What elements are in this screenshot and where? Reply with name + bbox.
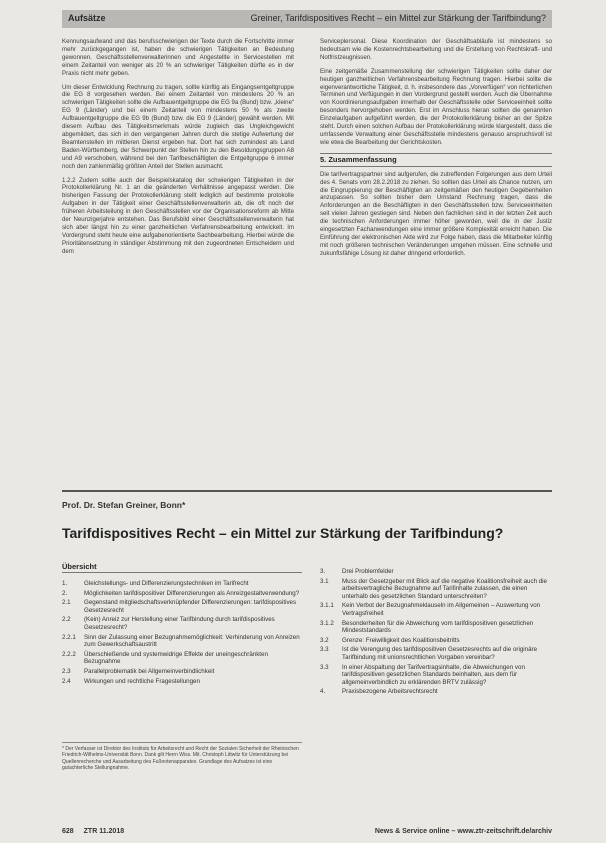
toc-text: Parallelproblematik bei Allgemeinverbindlichkeit: [84, 667, 215, 675]
toc-item: [320, 620, 552, 635]
toc-text: Ist die Verengung des tarifdispositiven Gesetzesrechts auf die originäre Tarifbindung mit unionsrechtlichen Vorgaben vereinbar?: [342, 646, 538, 661]
paragraph: Eine zeitgemäße Zusammenstellung der schwierigen Tätigkeiten sollte daher der heutigen ganzheitlichen Verfahrensbearbeitung Rechnung tragen. Hierbei sollte die eigenverantwortliche Tätigkeit, d. h. insbesondere das „Vorverfügen“ von richterlichen Terminen und Verfügungen in den Vordergrund gestellt werden. Auch die Übernahme von Koordinierungsaufgaben innerhalb der Geschäftsstelle oder Serviceeinheit sollte besonders hervorgehoben werden. Erst im Anschluss hieran sollten die genannten Einzelaufgaben aufgeführt werden, die der Protokollerklärung bisher an der Spitze steht. Durch einen solchen Aufbau der Protokollerklärung würde klargestellt, dass die umfassende Verwaltung einer Geschäftsstelle mindestens genauso anspruchsvoll ist wie etwa die Bearbeitung der Gerichtskosten.: [320, 67, 552, 146]
toc-number: 4.: [320, 688, 326, 696]
toc-number: 3.1.2: [320, 619, 334, 627]
toc-number: 3.1: [320, 577, 329, 585]
page-number: 628: [62, 828, 74, 835]
running-header: [62, 10, 552, 28]
toc-number: 2.1: [62, 599, 71, 607]
toc-number: 2.3: [62, 667, 71, 675]
paragraph: Um dieser Entwicklung Rechnung zu tragen, sollte künftig als Eingangsentgeltgruppe die EG 8 vorgesehen werden. Bei einem Zeitanteil von mindestens 20 % an schwierigen Tätigkeiten sollte die Aufbauentgeltgruppe die EG 9a (Bund) bzw. „kleine“ EG 9 (Länder) und bei einem Zeitanteil von mindestens 50 % als zweite Aufbauentgeltgruppe die EG 9b (Bund) bzw. die EG 9 (Länder) gewählt werden. Mit diesem Aufbau des Tätigkeitsmerkmals würde zugleich das Ungleichgewicht abgemildert, das sich in den vergangenen Jahren durch die stetige Aufwertung der Beamtenstellen im mittleren Dienst ergeben hat. Dort hat sich zumindest als Land Baden-Württemberg, der Schwerpunkt der Stellen hin zu den Besoldungsgruppen A8 und A9 verschoben, während bei den Tarifbeschäftigten die Entgeltgruppe 6 immer noch den zahlenmäßig größten Anteil der Stellen ausmacht.: [62, 83, 294, 170]
toc-number: 3.: [320, 568, 326, 575]
article-divider: [62, 490, 552, 492]
toc-text: (Kein) Anreiz zur Herstellung einer Tarifbindung durch tarifdispositives Gesetzesrecht?: [84, 616, 275, 631]
toc-item: [320, 646, 552, 661]
toc-item: [62, 599, 302, 614]
toc-item: [62, 580, 302, 588]
toc-item: [62, 634, 302, 649]
toc-text: Kein Verbot der Bezugnahmeklauseln im Allgemeinen – Auswertung von Vertragsfreiheit: [342, 602, 541, 617]
toc-heading: Übersicht: [62, 562, 302, 573]
toc-text: Gegenstand mitgliedschaftsverknüpfender Differenzierungen: tarifdispositives Gesetzesrecht: [84, 599, 297, 614]
toc-number: 3.3: [320, 663, 329, 671]
toc-text: Wirkungen und rechtliche Fragestellungen: [84, 677, 200, 685]
toc-item: [320, 578, 552, 601]
toc-item: [320, 568, 552, 576]
body-column-left: [62, 38, 294, 262]
toc-text: Gleichstellungs- und Differenzierungstechniken im Tarifrecht: [84, 580, 249, 587]
toc-item: [320, 637, 552, 645]
toc-number: 1.: [62, 580, 68, 587]
toc-text: Überschießende und systemwidrige Effekte der uneingeschränkten Bezugnahme: [84, 650, 268, 666]
section-heading: 5. Zusammenfassung: [320, 153, 552, 167]
toc-number: 2.2: [62, 616, 71, 624]
journal-issue: ZTR 11.2018: [83, 828, 125, 835]
toc-number: 2.2.1: [62, 633, 76, 641]
toc-item: [62, 590, 302, 598]
section-tag: Aufsätze: [68, 13, 106, 23]
paragraph: Serviceplersonal. Diese Koordination der Geschäftsabläufe ist mindestens so bedeutsam wie die Kostenrechtsbearbeitung und die Erstellung von Rechtskraft- und Notfristzeugnissen.: [320, 38, 552, 61]
toc-number: 3.2: [320, 636, 329, 644]
toc-left: [62, 580, 302, 687]
toc-text: Besonderheiten für die Abweichung vom tarifdispositiven gesetzlichen Mindeststandards: [342, 619, 534, 635]
toc-text: Grenze: Freiwilligkeit des Koalitionsbeitritts: [342, 636, 460, 644]
toc-item: [62, 651, 302, 666]
toc-right: [320, 568, 552, 698]
toc-number: 3.1.1: [320, 602, 334, 610]
toc-item: [320, 664, 552, 687]
toc-number: 2.: [62, 589, 68, 597]
toc-number: 2.2.2: [62, 650, 76, 658]
toc-text: Möglichkeiten tarifdispositiver Differenzierungen als Anreizgestaltverwendung?: [84, 589, 300, 597]
article-author: Prof. Dr. Stefan Greiner, Bonn*: [62, 500, 186, 510]
toc-number: 3.3: [320, 646, 329, 654]
toc-item: [62, 678, 302, 686]
article-title: Tarifdispositives Recht – ein Mittel zur Stärkung der Tarifbindung?: [62, 525, 504, 541]
paragraph: Die tarifvertragspartner sind aufgerufen, die zutreffenden Folgerungen aus dem Urteil des 4. Senats vom 28.2.2018 zu ziehen. So sollten das Urteil als Chance nutzen, um die Eingruppierung der Beschäftigten an zeitgemäßen den heutigen Gegebenheiten anzupassen. So sollten bisher dem Umstand Rechnung tragen, dass die Anforderungen an die Beschäftigten in den Geschäftsstellen bzw. Serviceeinheiten seit vielen Jahren gestiegen sind. Neben den fachlichen sind in der letzten Zeit auch die technischen Anforderungen immer höher geworden, weil die in der Justiz eingesetzten Fachanwendungen eine immer größere Komplexität erreicht haben. Die Einführung der elektronischen Akte wird zur Folge haben, dass die Mitarbeiter künftig mit noch größeren technischen Veränderungen umgehen müssen. Eine schnelle und zukunftsfähige Lösung ist daher dringend erforderlich.: [320, 170, 552, 257]
toc-text: In einer Abspaltung der Tarifvertragsinhalte, die Abweichungen von tarifdispositiven gesetzlichen Standards beinhalten, aus dem für allgemeinverbindlich zu erklärenden BRTV zulässig?: [342, 663, 525, 686]
footer-online-note: News & Service online – www.ztr-zeitschrift.de/archiv: [374, 828, 552, 835]
toc-text: Sinn der Zulassung einer Bezugnahmemöglichkeit: Verhinderung von Anreizen zum Gewerkschaftsaustritt: [84, 633, 300, 649]
toc-text: Muss der Gesetzgeber mit Blick auf die negative Koalitionsfreiheit auch die arbeitsvertragliche Bezugnahme auf Tarifinhalte zulassen, die einen unterhalb des gesetzlichen Standard unterschreiten?: [342, 577, 547, 600]
toc-item: [320, 602, 552, 617]
toc-item: [62, 616, 302, 631]
paragraph: 1.2.2 Zudem sollte auch der Beispielskatalog der schwierigen Tätigkeiten in der Protokollerklärung Nr. 1 an die geänderten Verhältnisse angepasst werden. Die bisherigen Fassung der Protokollerklärung stellt lediglich auf bestimmte protokolle Aufgaben in der Tätigkeit einer Geschäftsstellenverwalterin ab, die oft noch der früheren Arbeitsteilung in den Geschäftsstellen vor der Organisationsreform ab Mitte der Neunzigerjahre entstehen. Das Berufsbild einer Geschäftsstellenverwalterin hat sich aber längst hin zu einer ganzheitlichen Verfahrensbearbeitung entwickelt. Im Vordergrund steht heute eine aufgabenorientierte Sachbearbeitung. Hierbei würde die Prioritätensetzung in ständiger Abstimmung mit den zugeordneten Entscheidern und dem: [62, 176, 294, 255]
footnote: * Der Verfasser ist Direktor des Instituts für Arbeitsrecht und Recht der Sozialen Sicherheit der Rheinischen Friedrich-Wilhelms-Universität Bonn. Dank gilt Herrn Wiss. Mit. Christoph Littwitz für Unterstützung bei Quellenrecherche und Ausarbeitung des Fußnotenapparates. Grundlage des Aufsatzes ist eine gutachterliche Stellungnahme.: [62, 742, 302, 771]
toc-item: [62, 668, 302, 676]
toc-text: Drei Problemfelder: [342, 568, 394, 575]
body-column-right: [320, 38, 552, 264]
paragraph: Kennungsaufwand und das berufsschwierigen der Texte durch die Fortschritte immer mehr zurückgegangen ist, haben die schwierigen Tätigkeiten an Bedeutung gewonnen. Geschäftsstellenverwalterinnen und Angestellte in Servicestellen mit einem Zeitanteil von weniger als 20 % an schwieriger Tätigkeiten dürfte es in der Praxis nicht mehr geben.: [62, 38, 294, 77]
toc-text: Praxisbezogene Arbeitsrechtsrecht: [342, 688, 438, 696]
page-footer: [62, 828, 552, 838]
running-title: Greiner, Tarifdispositives Recht – ein Mittel zur Stärkung der Tarifbindung?: [250, 13, 546, 23]
toc-number: 2.4: [62, 677, 71, 685]
toc-item: [320, 688, 552, 696]
